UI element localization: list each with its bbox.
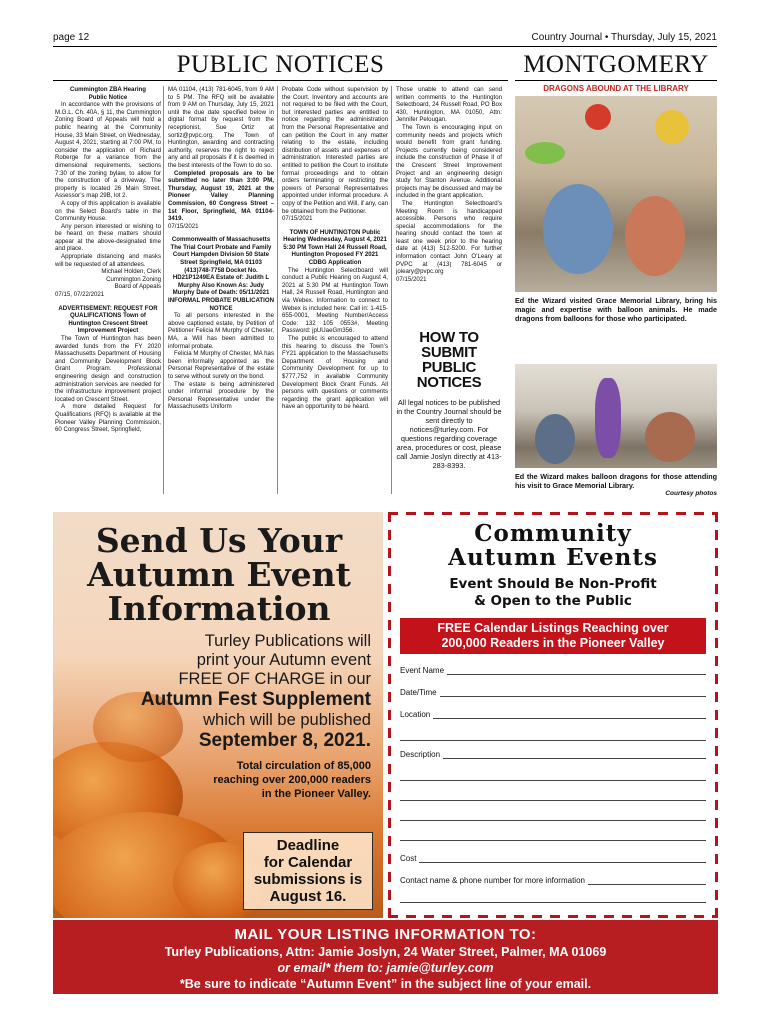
notice-date: 07/15/2021 [396, 275, 427, 283]
how-to-title: HOW TO [419, 329, 479, 346]
dashed-border [715, 512, 718, 918]
form-subtitle: Event Should Be Non-Profit & Open to the Public [449, 576, 657, 609]
notice-text: MA 01104, (413) 781-6045, from 9 AM to 5 PM. The RFQ will be available from 9 AM on Thursday, July 15, 2021 until the due date specified below in digital format by request from the receptionist, Sue Ortiz at sortiz@pvpc.org. The Town of Huntington, awarding and contracting authority, reserves the right to reject any and all proposals if it is deemed in the best interests of the Town to do so. [168, 86, 274, 169]
notice-title: Commonwealth of Massachusetts The Trial Court Probate and Family Court Hampden Division 50 State Street Springfield, MA 01103 (413)748-7758 Docket No. HD21P1249EA Estate of: Judith L Murphy Also Known As: Judy Murphy Date of Death: 05/11/2021 INFORMAL PROBATE PUBLICATION NOTICE [168, 236, 274, 312]
balloon-shape [655, 110, 689, 144]
how-to-title: PUBLIC [421, 359, 477, 376]
notice-text: The Town is encouraging input on community needs and projects which would benefit from grant funding. Projects currently being considered include the construction of Phase II of the Crescent Street Improvement Project and an engineering design study for Stanton Avenue. Additional projects may be discussed and may be included in the grant application. [396, 123, 502, 200]
photo-figure [645, 412, 695, 462]
mail-heading: MAIL YOUR LISTING INFORMATION TO: [234, 926, 537, 943]
ad-body: Turley Publications will print your Autumn event FREE OF CHARGE in our Autumn Fest Supplement which will be published September 8, 2021. [140, 632, 371, 751]
notice-text: The Huntington Selectboard’s Meeting Room is handicapped accessible. Persons who require special accommodations for the hearing should contact the town at least one week prior to the hearing date at (413) 512-5200. For further information contact John O’Leary at PVPC at (413) 781-6045 or joleary@pvpc.org [396, 199, 502, 276]
column-divider [277, 86, 278, 494]
cost-field[interactable]: Cost [400, 854, 706, 863]
how-to-submit-box [396, 330, 502, 470]
photo-caption: Ed the Wizard makes balloon dragons for those attending his visit to Grace Memorial Library. [515, 472, 717, 490]
photo-figure [625, 196, 685, 276]
page-number: page 12 [53, 32, 90, 43]
location-field[interactable]: Location [400, 710, 706, 719]
form-title: Community Autumn Events [448, 520, 658, 571]
notice-text: To all persons interested in the above captioned estate, by Petition of Petitioner Felicia M Murphy of Chester, MA, a Will has been admitted to informal probate. [168, 312, 274, 350]
dashed-border [388, 512, 391, 918]
mail-listing-banner [53, 920, 718, 994]
notice-signature: Board of Appeals [114, 283, 161, 291]
how-to-title: SUBMIT [421, 344, 477, 361]
notice-text: The estate is being administered under informal procedure by the Personal Representative under the Massachusetts Uniform [168, 380, 274, 411]
notice-date: 07/15/2021 [168, 222, 199, 230]
description-field[interactable]: Description [400, 750, 706, 759]
mail-address: Turley Publications, Attn: Jamie Joslyn, 24 Water Street, Palmer, MA 01069 [164, 945, 607, 959]
header-rule [53, 46, 717, 47]
notice-column-1 [55, 86, 161, 496]
notice-title: Cummington ZBA Hearing [70, 86, 146, 93]
dragons-headline: DRAGONS ABOUND AT THE LIBRARY [543, 84, 689, 93]
notice-text: Probate Code without supervision by the Court. Inventory and accounts are not required to be filed with the Court, but interested parties are entitled to notice regarding the administration from the Personal Representative and can petition the Court in any matter relating to the estate, including distribution of assets and expenses of administration. Interested parties are entitled to petition the Court to institute formal proceedings and to obtain orders terminating or restricting the powers of Personal Representatives appointed under informal procedure. A copy of the Petition and Will, if any, can be obtained from the Petitioner. [282, 86, 388, 215]
notice-text: A copy of this application is available on the Select Board’s table in the Community House. [55, 199, 161, 223]
montgomery-rule [515, 80, 717, 81]
notice-text: The Town of Huntington has been awarded funds from the FY 2020 Massachusetts Department of Housing and Community Development Block Grant Program. Professional engineering design and construction administration services are needed for the infrastructure improvement project located on Crescent Street. [55, 335, 161, 403]
blank-line[interactable] [400, 780, 706, 781]
notice-title: ADVERTISEMENT: REQUEST FOR QUALIFICATIONS Town of Huntington Crescent Street Improvement Project [58, 304, 158, 335]
notice-text: Those unable to attend can send written comments to the Huntington Selectboard, 24 Russell Road, PO Box 430, Huntington, MA 01050, Attn: Jennifer Pelougan. [396, 86, 502, 124]
blank-line[interactable] [400, 902, 706, 903]
how-to-text: All legal notices to be published in the Country Journal should be sent directly to notices@turley.com. For questions regarding coverage area, procedures or cost, please call Jamie Joslyn directly at 413-283-8393. [396, 398, 502, 470]
notice-text: The public is encouraged to attend this hearing to discuss the Town’s FY21 application to the Massachusetts Department of Housing and Community Development for up to $777,752 in available Community Development Block Grant Funds. All persons with questions or comments regarding the grant application will have an opportunity to be heard. [282, 335, 388, 411]
masthead-date: Country Journal • Thursday, July 15, 2021 [531, 32, 717, 43]
dashed-border [388, 915, 718, 918]
how-to-title: NOTICES [416, 374, 482, 391]
contact-field[interactable]: Contact name & phone number for more information [400, 876, 706, 885]
date-time-field[interactable]: Date/Time [400, 688, 706, 697]
dashed-border [388, 512, 718, 515]
notice-date: 07/15, 07/22/2021 [55, 291, 105, 299]
montgomery-heading: MONTGOMERY [523, 51, 709, 78]
public-notices-heading: PUBLIC NOTICES [176, 51, 385, 78]
column-divider [163, 86, 164, 494]
mail-email: or email* them to: jamie@turley.com [277, 961, 494, 975]
event-name-field[interactable]: Event Name [400, 666, 706, 675]
notice-date: 07/15/2021 [282, 215, 313, 223]
public-notices-rule [53, 80, 508, 81]
blank-line[interactable] [400, 820, 706, 821]
column-divider [391, 86, 392, 494]
ad-headline: Send Us Your Autumn Event Information [87, 521, 351, 628]
photo-figure [595, 378, 621, 458]
notice-subtitle: Public Notice [88, 93, 128, 101]
photo-figure [535, 414, 575, 464]
notice-column-4 [396, 86, 502, 326]
notice-text: Any person interested or wishing to be heard on these matters should appear at the above-designated time and place. [55, 222, 161, 253]
notice-title: TOWN OF HUNTINGTON Public Hearing Wednesday, August 4, 2021 5:30 PM Town Hall 24 Russell Road, Huntington Proposed FY 2021 CDBG Application [283, 228, 387, 267]
balloon-shape [525, 142, 565, 164]
notice-text: A more detailed Request for Qualifications (RFQ) is available at the Pioneer Valley Planning Commission, 60 Congress Street, Springfield, [55, 403, 161, 434]
notice-signature: Michael Holden, Clerk [101, 268, 161, 276]
free-listing-banner: FREE Calendar Listings Reaching over 200,000 Readers in the Pioneer Valley [400, 618, 706, 654]
balloon-shape [585, 104, 611, 130]
photo-figure [543, 184, 613, 274]
blank-line[interactable] [400, 740, 706, 741]
mail-note: *Be sure to indicate “Autumn Event” in the subject line of your email. [179, 977, 592, 991]
notice-text: In accordance with the provisions of M.G.L. Ch. 40A, § 11, the Cummington Zoning Board of Appeals will hold a public hearing at the Community House, 33 Main Street, on Wednesday, August 4, 2021, starting at 7:00 PM, to consider the application of Richard Roberge for a variance from the dimensional requirements, sections 7:30 of the zoning bylaw, to allow for the construction of a driveway. The property is located 26 Main Street, Assessor’s map 29B, lot 2. [55, 101, 161, 200]
community-events-form [388, 512, 718, 918]
ad-circulation: Total circulation of 85,000 reaching over 200,000 readers in the Pioneer Valley. [213, 760, 371, 800]
notice-column-3 [282, 86, 388, 496]
notice-signature: Cummington Zoning [106, 275, 161, 283]
photo-credit: Courtesy photos [665, 490, 717, 497]
deadline-box: Deadline for Calendar submissions is August 16. [243, 832, 373, 910]
photo-wizard-balloons [515, 96, 717, 292]
notice-text: Appropriate distancing and masks will be requested of all attendees. [55, 253, 161, 268]
notice-column-2 [168, 86, 274, 496]
blank-line[interactable] [400, 800, 706, 801]
autumn-event-ad [53, 512, 383, 918]
blank-line[interactable] [400, 840, 706, 841]
notice-text: Felicia M Murphy of Chester, MA has been informally appointed as the Personal Representative of the estate to serve without surety on the bond. [168, 350, 274, 380]
notice-text-bold: Completed proposals are to be submitted no later than 3:00 PM, Thursday, August 19, 2021 at the Pioneer Valley Planning Commission, 60 Congress Street – 1st Floor, Springfield, MA 01104-3419. [168, 169, 274, 223]
notice-text: The Huntington Selectboard will conduct a Public Hearing on August 4, 2021 at 5:30 PM at Huntington Town Hall, 24 Russell Road, Huntington and via Webex. Information to connect to Webex is included here: Call in: 1-415-655-0001, Meeting Number/Access Code: 132 105 0553#, Meeting Password: jpUUaeGm356. [282, 266, 388, 335]
photo-wizard-crowd [515, 364, 717, 468]
photo-caption: Ed the Wizard visited Grace Memorial Library, bring his magic and expertise with balloon animals. He made dragons from balloons for those who participated. [515, 296, 717, 323]
